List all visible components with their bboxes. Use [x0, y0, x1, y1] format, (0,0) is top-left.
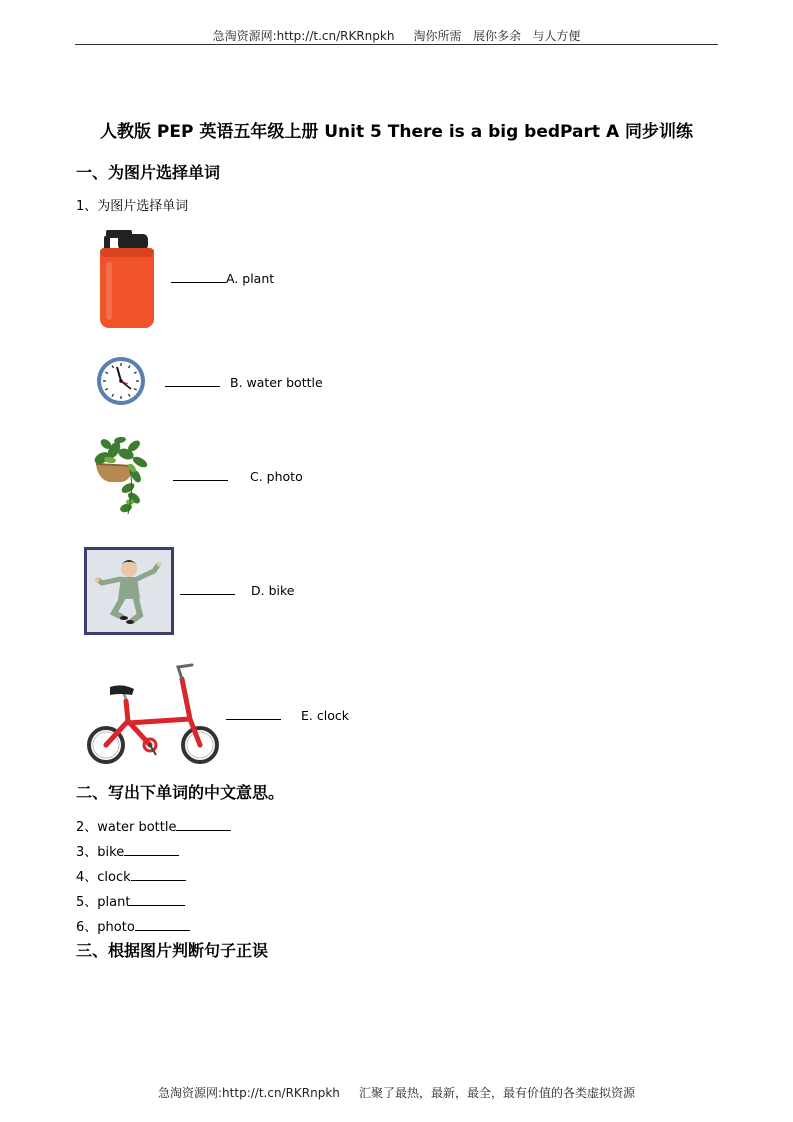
- answer-blank[interactable]: [173, 469, 228, 481]
- page-title: 人教版 PEP 英语五年级上册 Unit 5 There is a big bedPart A 同步训练: [99, 122, 694, 142]
- answer-row-1: [171, 271, 274, 286]
- question-3: [76, 841, 179, 860]
- clock-icon: [95, 354, 147, 408]
- question-2: [76, 816, 231, 835]
- header-divider: [75, 44, 718, 45]
- page-header: 急淘资源网:http://t.cn/RKRnpkh 淘你所需 展你多余 与人方便: [212, 29, 581, 43]
- page-footer: 急淘资源网:http://t.cn/RKRnpkh 汇聚了最热，最新，最全，最有价值的各类虚拟资源: [158, 1086, 635, 1100]
- question-6: [76, 916, 190, 935]
- plant-icon: [90, 436, 150, 520]
- answer-blank[interactable]: [135, 919, 190, 931]
- answer-blank[interactable]: [165, 375, 220, 387]
- answer-blank[interactable]: [226, 708, 281, 720]
- option-label: A. plant: [226, 271, 275, 286]
- answer-row-2: [165, 375, 323, 390]
- answer-blank[interactable]: [131, 869, 186, 881]
- answer-blank[interactable]: [130, 894, 185, 906]
- option-label: D. bike: [251, 583, 295, 598]
- question-word: plant: [97, 895, 131, 910]
- section-1-heading: 一、为图片选择单词: [76, 163, 221, 182]
- question-4: [76, 866, 186, 885]
- question-5: [76, 891, 185, 910]
- option-label: C. photo: [250, 469, 303, 484]
- question-number: 6、: [76, 920, 98, 935]
- photo-icon: [84, 547, 174, 635]
- question-number: 4、: [76, 870, 98, 885]
- question-number: 3、: [76, 845, 98, 860]
- question-word: photo: [97, 920, 135, 935]
- question-word: bike: [97, 845, 125, 860]
- answer-row-3: [173, 469, 303, 484]
- option-label: E. clock: [301, 708, 349, 723]
- question-word: clock: [97, 870, 131, 885]
- bike-icon: [82, 661, 224, 765]
- answer-blank[interactable]: [171, 271, 226, 283]
- option-label: B. water bottle: [230, 375, 323, 390]
- answer-blank[interactable]: [176, 819, 231, 831]
- question-number: 5、: [76, 895, 98, 910]
- answer-blank[interactable]: [124, 844, 179, 856]
- answer-row-5: [226, 708, 349, 723]
- question-number: 2、: [76, 820, 98, 835]
- water-bottle-icon: [96, 228, 158, 330]
- answer-row-4: [180, 583, 294, 598]
- question-word: water bottle: [97, 820, 177, 835]
- section-3-heading: 三、根据图片判断句子正误: [76, 941, 269, 960]
- question-1: 1、为图片选择单词: [76, 199, 189, 214]
- answer-blank[interactable]: [180, 583, 235, 595]
- section-2-heading: 二、写出下单词的中文意思。: [76, 783, 285, 802]
